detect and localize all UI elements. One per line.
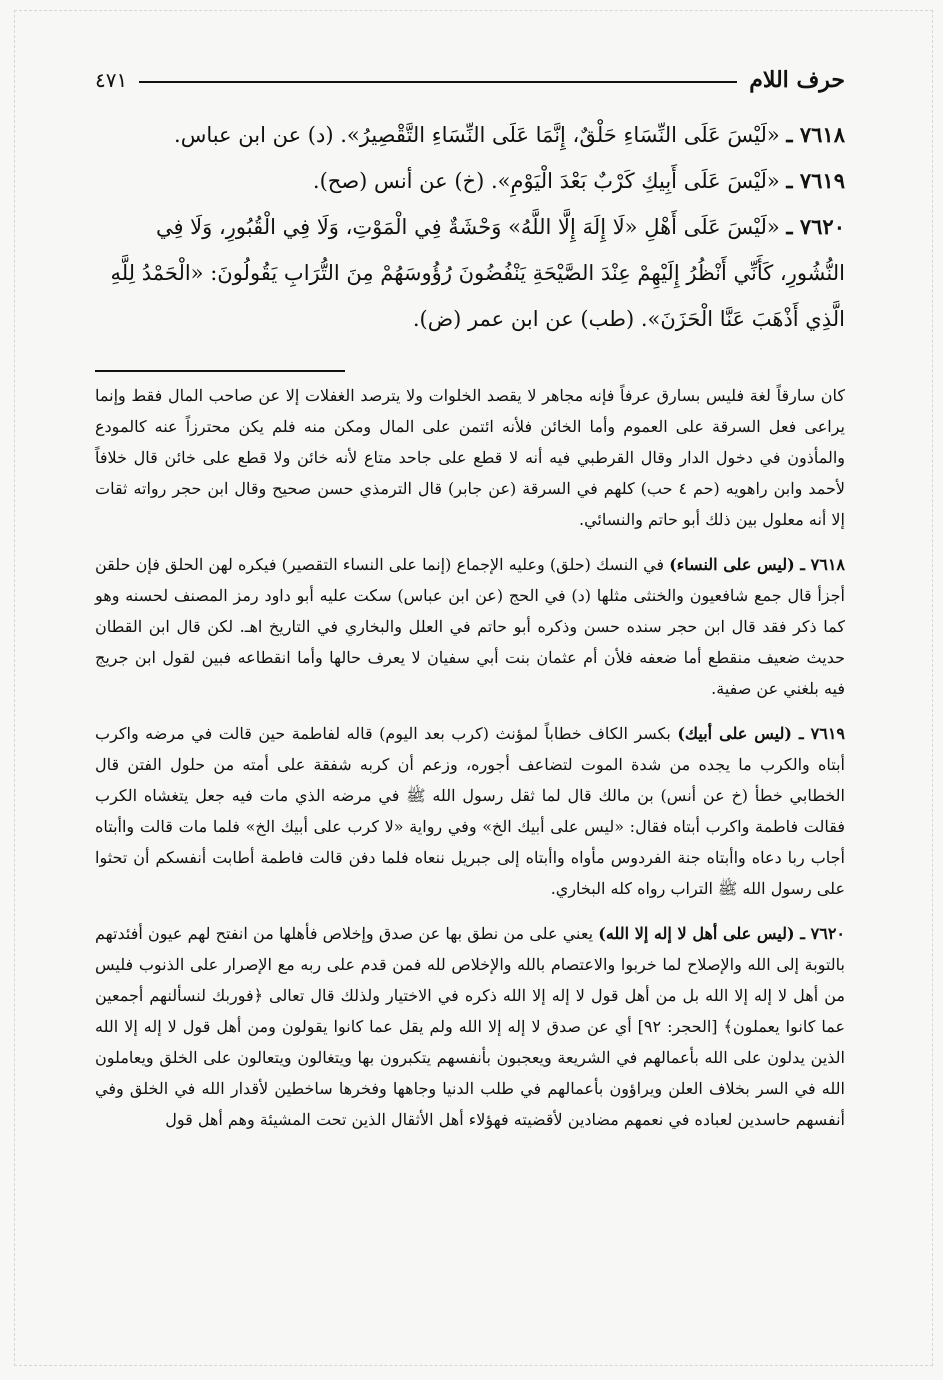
page-number: ٤٧١ (95, 68, 128, 92)
hadith-number: ٧٦٢٠ ـ (786, 214, 845, 239)
hadith-item (95, 158, 845, 204)
commentary-text: يعني على من نطق بها عن صدق وإخلاص فأهلها من انفتح لهم عيون أفئدتهم بالتوبة إلى الله والإصلاح لما خربوا والاعتصام بالله والإخلاص لله فمن قدم على ربه مع الإصرار على الذنوب فليس من أهل لا إله إلا الله بل من أهل قول لا إله إلا الله ذكره في الاختيار ولذلك قال تعالى ﴿فوربك لنسألنهم أجمعين عما كانوا يعملون﴾ [الحجر: ٩٢] أي عن صدق لا إله إلا الله ولم يقل عما كانوا يقولون ومن أهل قول لا إله إلا الله الذين يدلون على الله بأعمالهم في الشريعة ويعجبون بأنفسهم يتكبرون بها ويتغالون ويتعالون على الخلق ويعاملون الله في السر بخلاف العلن ويراؤون بأعمالهم في طلب الدنيا وجاهها وفخرها ساخطين لأقدار الله في الخلق وفي أنفسهم حاسدين لعباده في نعمهم مضادين لأقضيته فهؤلاء أهل الأثقال الذين تحت المشيئة وهم أهل قول (95, 924, 846, 1129)
commentary-text: بكسر الكاف خطاباً لمؤنث (كرب بعد اليوم) قاله لفاطمة حين قالت في مرضه واكرب أبتاه والكرب ما يجده من شدة الموت لتضاعف أجوره، وزعم أن كربه شفقة على أمته من حلول الفتن قال الخطابي خطأ (خ عن أنس) بن مالك قال لما ثقل رسول الله ﷺ في مرضه الذي مات فيه جعل يتغشاه الكرب فقالت فاطمة واكرب أبتاه فقال: «ليس على أبيك الخ» وفي رواية «لا كرب على أبيك الخ» فلما مات قالت واأبتاه أجاب ربا دعاه واأبتاه جنة الفردوس مأواه واأبتاه إلى جبريل ننعاه فلما دفن قالت فاطمة أطابت أنفسكم أن تحثوا على رسول الله ﷺ التراب رواه كله البخاري. (95, 724, 846, 898)
hadith-item (95, 204, 845, 342)
hadith-text: «لَيْسَ عَلَى النِّسَاءِ حَلْقٌ، إِنَّمَا عَلَى النِّسَاءِ التَّقْصِيرُ». (د) عن ابن عباس. (174, 123, 780, 147)
commentary-paragraph (95, 918, 845, 1135)
hadith-number: ٧٦١٩ ـ (786, 168, 845, 193)
commentary-paragraph (95, 549, 845, 704)
commentary-label: ٧٦١٨ ـ (ليس على النساء) (669, 555, 845, 574)
hadith-item (95, 112, 845, 158)
footnote-divider (95, 370, 345, 372)
hadith-text: «لَيْسَ عَلَى أَهْلِ «لَا إِلَهَ إِلَّا اللَّهُ» وَحْشَةٌ فِي الْمَوْتِ، وَلَا فِي الْقُبُورِ، وَلَا فِي النُّشُورِ، كَأَنِّي أَنْظُرُ إِلَيْهِمْ عِنْدَ الصَّيْحَةِ يَنْفُضُونَ رُؤُوسَهُمْ مِنَ التُّرَابِ يَقُولُونَ: «الْحَمْدُ لِلَّهِ الَّذِي أَذْهَبَ عَنَّا الْحَزَنَ». (طب) عن ابن عمر (ض). (110, 215, 845, 331)
commentary-section (95, 380, 845, 1350)
chapter-title: حرف اللام (749, 67, 845, 93)
commentary-label: ٧٦٢٠ ـ (ليس على أهل لا إله إلا الله) (598, 924, 845, 943)
commentary-text: كان سارقاً لغة فليس بسارق عرفاً فإنه مجاهر لا يقصد الخلوات ولا يترصد الغفلات إلا عن صاحب المال فقط وإنما يراعى فعل السرقة على العموم وأما الخائن فلأنه ائتمن على المال ومكن منه فلم يكن محترزاً عنه كالمودع والمأذون في دخول الدار وقال القرطبي فيه أنه لا قطع على جاحد متاع لأنه خائن ولا قطع على خائن قال خلافاً لأحمد وابن راهويه (حم ٤ حب) كلهم في السرقة (عن جابر) قال الترمذي حسن صحيح وقال ابن حجر رواته ثقات إلا أنه معلول بين ذلك أبو حاتم والنسائي. (95, 386, 846, 529)
commentary-paragraph (95, 718, 845, 904)
commentary-label: ٧٦١٩ ـ (ليس على أبيك) (677, 724, 845, 743)
hadith-text: «لَيْسَ عَلَى أَبِيكِ كَرْبٌ بَعْدَ الْيَوْمِ». (خ) عن أنس (صح). (312, 169, 780, 193)
commentary-paragraph (95, 380, 845, 535)
hadith-number: ٧٦١٨ ـ (786, 122, 845, 147)
page-header (95, 64, 845, 96)
commentary-text: في النسك (حلق) وعليه الإجماع (إنما على النساء التقصير) فيكره لهن الحلق فإن حلقن أجزأ قال جمع شافعيون والخنثى مثلها (د) في الحج (عن ابن عباس) سكت عليه أبو داود رمز المصنف لحسنه وهو كما ذكر فقد قال ابن حجر سنده حسن وذكره أبو حاتم في العلل والبخاري في التاريخ اهـ. لكن قال ابن القطان حديث ضعيف منقطع أما ضعفه فلأن أم عثمان بنت أبي سفيان لا يعرف حالها وأما انقطاعه فبين لقول ابن جريج فيه بلغني عن صفية. (95, 555, 846, 698)
hadith-list (95, 112, 845, 342)
header-rule (139, 81, 737, 83)
